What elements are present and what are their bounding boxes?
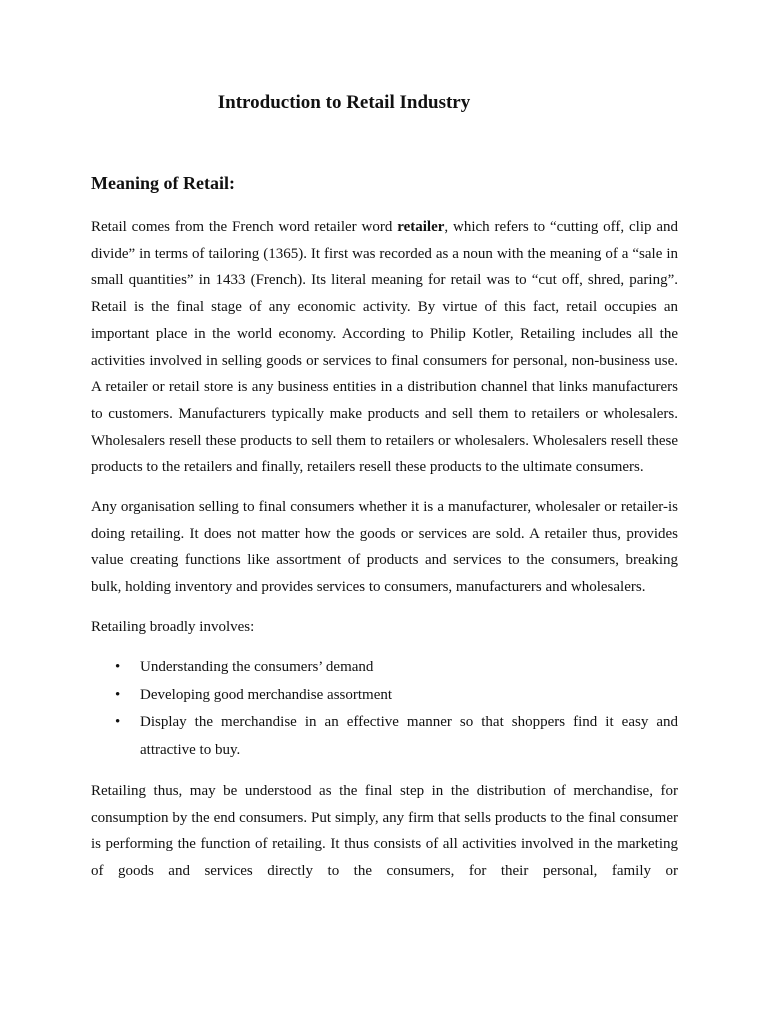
bullet-item — [91, 709, 678, 764]
bullet-item — [91, 654, 678, 682]
paragraph-retail-origin-rest: , which refers to “cutting off, clip and divide” in terms of tailoring (1365). It first was recorded as a noun with the meaning of a “sale in small quantities” in 1433 (French). Its literal meaning for retail was to “cut off, shred, paring”. Retail is the final stage of any economic activity. By virtue of this fact, retail occupies an important place in the world economy. According to Philip Kotler, Retailing includes all the activities involved in selling goods or services to final consumers for personal, non-business use. A retailer or retail store is any business entities in a distribution channel that links manufacturers to customers. Manufacturers typically make products and sell them to retailers or wholesalers. Wholesalers resell these products to sell them to retailers or wholesalers. Wholesalers resell these products to the retailers and finally, retailers resell these products to the ultimate consumers. — [91, 219, 678, 476]
bullet-text: Understanding the consumers’ demand — [140, 659, 374, 675]
paragraph-retailing-involves: Retailing broadly involves: — [91, 619, 255, 635]
paragraph-retailing-definition: Any organisation selling to final consumers whether it is a manufacturer, wholesaler or retailer-is doing retailing. It does not matter how the goods or services are sold. A retailer thus, provides value creating functions like assortment of products and services to the consumers, breaking bulk, holding inventory and provides services to consumers, manufacturers and wholesalers. — [91, 499, 678, 596]
paragraph-retail-origin-start: Retail comes from the French word retailer word — [91, 219, 398, 235]
paragraph-final-step: Retailing thus, may be understood as the final step in the distribution of merchandise, for consumption by the end consumers. Put simply, any firm that sells products to the final consumer is performing the function of retailing. It thus consists of all activities involved in the marketing of goods and services directly to the consumers, for their personal, family or — [91, 783, 678, 880]
paragraph-retail-origin — [91, 214, 678, 481]
bullet-icon: • — [115, 686, 121, 703]
bullet-icon: • — [115, 714, 121, 730]
document-title: Introduction to Retail Industry — [217, 92, 471, 113]
bullet-text: Display the merchandise in an effective manner so that shoppers find it easy and attractive to buy. — [140, 714, 678, 758]
bullet-icon: • — [115, 659, 121, 675]
retailing-bullet-list — [91, 654, 678, 764]
bullet-item — [91, 682, 678, 710]
section-heading: Meaning of Retail: — [91, 173, 235, 193]
bullet-text: Developing good merchandise assortment — [140, 686, 393, 703]
bold-term-retailer: retailer — [397, 219, 445, 235]
